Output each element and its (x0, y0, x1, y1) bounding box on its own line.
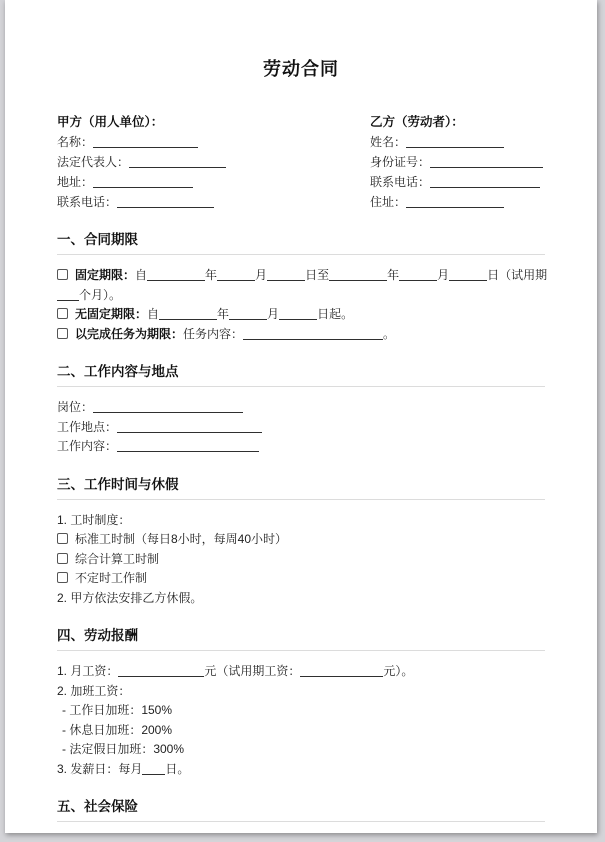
field-row (57, 172, 370, 192)
line-text: 个月）。 (79, 287, 122, 302)
line-text: 岗位： (57, 400, 94, 414)
checkbox[interactable] (57, 308, 68, 319)
fill-blank (93, 175, 193, 188)
fill-blank (430, 155, 543, 168)
contract-line (57, 740, 545, 760)
document-title: 劳动合同 (263, 59, 339, 79)
parties-section (57, 112, 545, 212)
line-text: 工作地点： (57, 419, 118, 434)
line-text: 2. 加班工资： (57, 683, 131, 698)
contract-line (57, 589, 545, 609)
field-label: 住址： (370, 195, 407, 209)
checkbox[interactable] (57, 269, 68, 280)
fill-blank (430, 175, 540, 188)
fill-blank (406, 195, 504, 208)
fill-blank (159, 307, 217, 320)
line-text: 元（试用期工资： (204, 664, 301, 678)
section-heading: 一、合同期限 (57, 232, 545, 255)
line-text: - 法定假日加班：300% (62, 742, 185, 756)
fill-blank (217, 268, 255, 281)
fill-blank (406, 135, 504, 148)
line-text: 2. 甲方依法安排乙方休假。 (57, 590, 203, 605)
fill-blank (279, 307, 317, 320)
fill-blank (329, 268, 387, 281)
field-row (370, 192, 545, 212)
checkbox[interactable] (57, 553, 68, 564)
line-text: 自 (147, 307, 160, 321)
line-text: 自 (135, 268, 148, 282)
line-text: 月 (267, 307, 280, 321)
fill-blank (300, 664, 383, 677)
checkbox[interactable] (57, 328, 68, 339)
contract-line (57, 286, 545, 306)
contract-line (57, 682, 545, 702)
field-label: 姓名： (370, 135, 407, 149)
field-label: 地址： (57, 175, 94, 189)
fill-blank (449, 268, 487, 281)
party-heading: 乙方（劳动者）： (370, 115, 464, 129)
party-b-block (370, 112, 545, 212)
section-2 (57, 364, 545, 457)
line-text: 元）。 (383, 664, 414, 678)
line-text: 标准工时制（每日8小时，每周40小时） (75, 532, 288, 546)
line-text: - 工作日加班：150% (62, 703, 173, 717)
contract-line (57, 305, 545, 325)
line-text: 固定期限： (75, 268, 136, 282)
field-label: 名称： (57, 135, 94, 149)
line-text: 1. 工时制度： (57, 512, 131, 527)
line-text: 日至 (305, 268, 330, 282)
line-text: 。 (383, 326, 396, 341)
field-row (370, 172, 545, 192)
section-heading: 三、工作时间与休假 (57, 477, 545, 500)
fill-blank (118, 664, 204, 677)
line-text: 3. 发薪日：每月 (57, 761, 143, 776)
fill-blank (93, 400, 243, 413)
line-text: 月 (437, 268, 450, 282)
field-row (370, 152, 545, 172)
contract-line (57, 511, 545, 531)
section-heading: 二、工作内容与地点 (57, 364, 545, 387)
section-heading: 四、劳动报酬 (57, 628, 545, 651)
line-text: 年 (387, 268, 400, 282)
field-label: 联系电话： (57, 195, 118, 209)
fill-blank (57, 288, 79, 301)
fill-blank (147, 268, 205, 281)
fill-blank (117, 195, 214, 208)
fill-blank (129, 155, 226, 168)
section-3 (57, 477, 545, 609)
contract-line (57, 325, 545, 345)
contract-line (57, 569, 545, 589)
fill-blank (267, 268, 305, 281)
field-row (57, 152, 370, 172)
contract-line (57, 760, 545, 780)
field-label: 法定代表人： (57, 155, 130, 169)
contract-line (57, 701, 545, 721)
line-text: 综合计算工时制 (75, 551, 160, 566)
line-text: 无固定期限： (75, 307, 148, 321)
section-4 (57, 628, 545, 779)
section-1 (57, 232, 548, 344)
line-text: 日起。 (317, 307, 354, 321)
fill-blank (142, 762, 165, 775)
field-row (57, 192, 370, 212)
fill-blank (117, 420, 262, 433)
field-label: 身份证号： (370, 155, 431, 169)
line-text: 日。 (165, 761, 190, 776)
fill-blank (117, 439, 259, 452)
line-text: 工作内容： (57, 439, 118, 453)
section-5 (57, 799, 545, 822)
fill-blank (93, 135, 198, 148)
field-row (370, 132, 545, 152)
contract-line (57, 437, 545, 457)
checkbox[interactable] (57, 572, 68, 583)
document-page (5, 0, 597, 833)
line-text: 年 (205, 268, 218, 282)
section-heading: 五、社会保险 (57, 799, 545, 822)
contract-line (57, 721, 545, 741)
field-row (57, 132, 370, 152)
line-text: 1. 月工资： (57, 664, 119, 678)
line-text: - 休息日加班：200% (62, 722, 173, 737)
contract-line (57, 266, 548, 286)
line-text: 日（试用期 (487, 268, 548, 282)
line-text: 月 (255, 268, 268, 282)
party-a-block (57, 112, 370, 212)
line-text: 年 (217, 307, 230, 321)
contract-line (57, 550, 545, 570)
contract-line (57, 398, 545, 418)
fill-blank (399, 268, 437, 281)
contract-line (57, 418, 545, 438)
fill-blank (243, 327, 383, 340)
line-text: 以完成任务为期限： (75, 326, 184, 341)
line-text: 不定时工作制 (75, 571, 148, 585)
field-label: 联系电话： (370, 175, 431, 189)
fill-blank (229, 307, 267, 320)
line-text: 任务内容： (183, 326, 244, 341)
checkbox[interactable] (57, 533, 68, 544)
party-heading: 甲方（用人单位）： (57, 115, 164, 129)
contract-line (57, 530, 545, 550)
contract-sections (57, 232, 548, 822)
contract-line (57, 662, 545, 682)
